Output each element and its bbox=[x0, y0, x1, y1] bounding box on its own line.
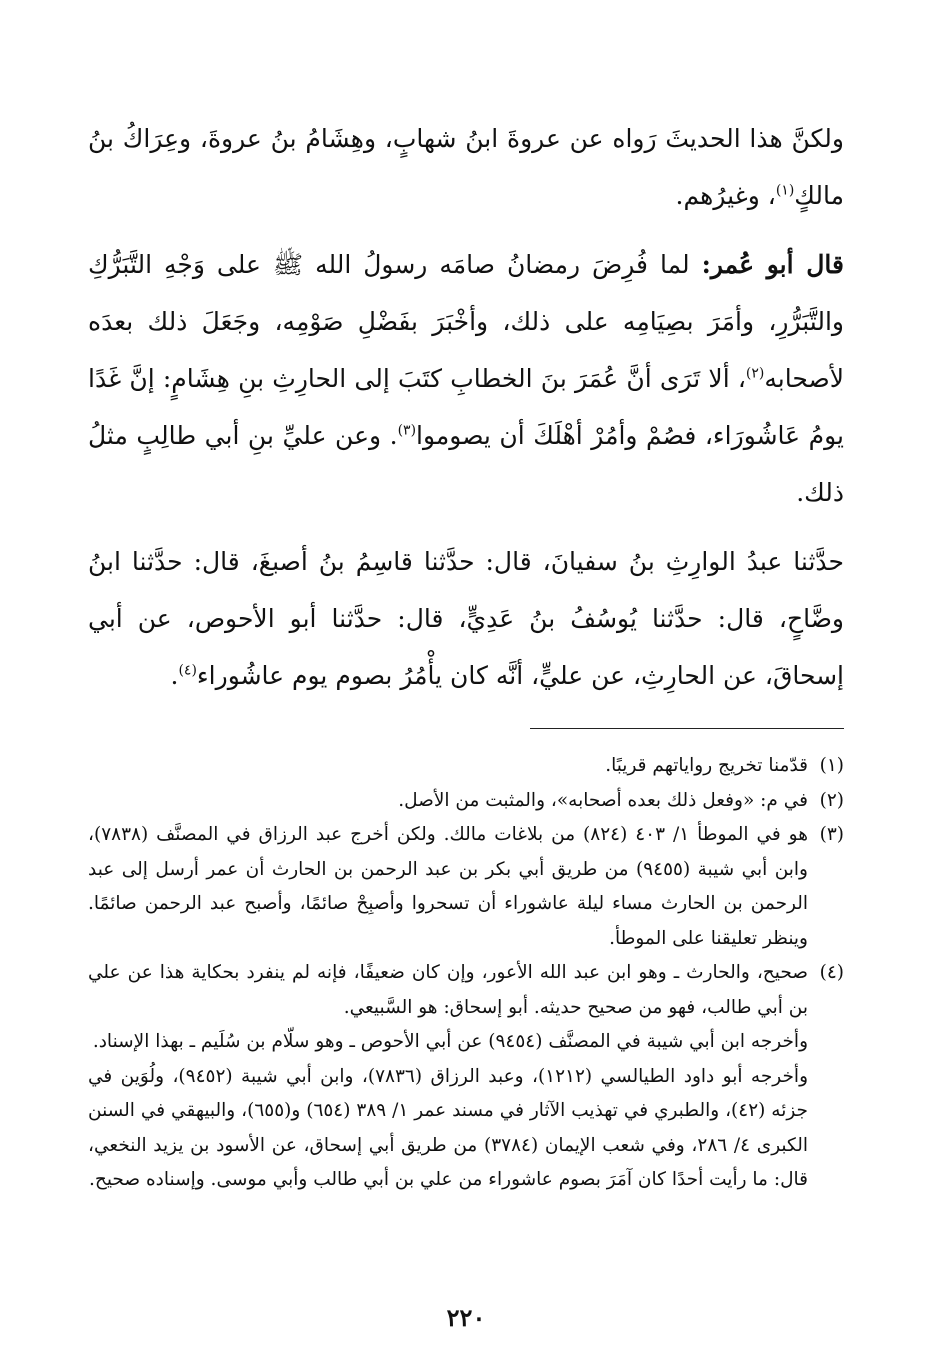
paragraph-1-text: ولكنَّ هذا الحديثَ رَواه عن عروةَ ابنُ شهابٍ، وهِشَامُ بنُ عروةَ، وعِرَاكُ بنُ مالكٍ bbox=[88, 124, 844, 210]
footnote-ref-2: (٢) bbox=[745, 365, 765, 382]
footnote-4-text: صحيح، والحارث ـ وهو ابن عبد الله الأعور، وإن كان ضعيفًا، فإنه لم ينفرد بحكاية هذا عن علي بن أبي طالب، فهو من صحيح حديثه. أبو إسحاق: هو السَّبيعي. bbox=[88, 962, 808, 1018]
main-text bbox=[88, 110, 844, 704]
paragraph-2-text-b: ، ألا تَرَى أنَّ عُمَرَ بنَ الخطابِ كتَبَ إلى الحارِثِ بنِ هِشَامٍ: إنَّ غَدًا يومُ عَاشُورَاء، فصُمْ وأمُرْ أهْلَكَ أن يصوموا bbox=[88, 364, 844, 450]
paragraph-2-text-a: لما فُرِضَ رمضانُ صامَه رسولُ الله ﷺ على وَجْهِ التَّبَرُّكِ والتَّبَرُّرِ، وأمَرَ بصِيَامِه على ذلك، وأخْبَرَ بفَضْلِ صَوْمِه، وجَعَلَ ذلك بعدَه لأصحابه bbox=[88, 250, 844, 393]
footnote-3-text: هو في الموطأ ١/ ٤٠٣ (٨٢٤) من بلاغات مالك. ولكن أخرج عبد الرزاق في المصنَّف (٧٨٣٨)، وابن أبي شيبة (٩٤٥٥) من طريق أبي بكر بن عبد الرحمن بن الحارث أن عمر أرسل إلى عبد الرحمن بن الحارث مساء ليلة عاشوراء أن تسحروا وأصبِحْ صائمًا، وأصبح عبد الرحمن صائمًا. وينظر تعليقنا على الموطأ. bbox=[88, 824, 808, 949]
page-body bbox=[88, 110, 844, 1198]
paragraph-3 bbox=[88, 533, 844, 704]
paragraph-1-tail: ، وغيرُهم. bbox=[675, 181, 776, 210]
footnote-2-number: (٢) bbox=[819, 789, 844, 811]
footnote-3-number: (٣) bbox=[819, 824, 844, 845]
footnote-4-continuation-2: وأخرجه أبو داود الطيالسي (١٢١٢)، وعبد الرزاق (٧٨٣٦)، وابن أبي شيبة (٩٤٥٢)، ولُوَين في جزئه (٤٢)، والطبري في تهذيب الآثار في مسند عمر ١/ ٣٨٩ (٦٥٤) و(٦٥٥)، والبيهقي في السنن الكبرى ٤/ ٢٨٦، وفي شعب الإيمان (٣٧٨٤) من طريق أبي إسحاق، عن الأسود بن يزيد النخعي، قال: ما رأيت أحدًا كان آمَرَ بصوم عاشوراء من علي بن أبي طالب وأبي موسى. وإسناده صحيح. bbox=[88, 1065, 809, 1190]
footnote-4 bbox=[88, 956, 844, 1025]
footnote-separator bbox=[530, 728, 844, 729]
page-number: ٢٢٠ bbox=[446, 1303, 486, 1332]
footnote-4-number: (٤) bbox=[819, 962, 844, 983]
footnote-ref-4: (٤) bbox=[178, 662, 197, 679]
paragraph-2-lead: قال أبو عُمر: bbox=[701, 250, 844, 279]
paragraph-2 bbox=[88, 236, 844, 521]
footnote-2-text: في م: «وفعل ذلك بعده أصحابه»، والمثبت من الأصل. bbox=[398, 789, 808, 811]
footnotes bbox=[88, 749, 844, 1198]
paragraph-2-text-c: . وعن عليِّ بنِ أبي طالِبٍ مثلُ ذلك. bbox=[88, 421, 844, 507]
footnote-4-continuation-1: وأخرجه ابن أبي شيبة في المصنَّف (٩٤٥٤) عن أبي الأحوص ـ وهو سلّام بن سُلَيم ـ بهذا الإسناد. bbox=[92, 1031, 808, 1052]
footnote-3 bbox=[88, 818, 844, 956]
paragraph-1 bbox=[88, 110, 844, 224]
footnote-ref-1: (١) bbox=[775, 182, 795, 199]
footnote-1-text: قدّمنا تخريج رواياتهم قريبًا. bbox=[605, 755, 808, 776]
paragraph-3-text: حدَّثنا عبدُ الوارِثِ بنُ سفيانَ، قال: حدَّثنا قاسِمُ بنُ أصبغَ، قال: حدَّثنا ابنُ وضَّاحٍ، قال: حدَّثنا يُوسُفُ بنُ عَدِيٍّ، قال: حدَّثنا أبو الأحوص، عن أبي إسحاقَ، عن الحارِثِ، عن عليٍّ، أنَّه كان يأْمُرُ بصوم يوم عاشُوراء bbox=[88, 547, 844, 690]
paragraph-3-tail: . bbox=[170, 661, 179, 690]
footnote-1 bbox=[88, 749, 844, 784]
footnote-1-number: (١) bbox=[819, 755, 844, 776]
footnote-2 bbox=[88, 784, 844, 819]
footnote-ref-3: (٣) bbox=[397, 422, 417, 439]
